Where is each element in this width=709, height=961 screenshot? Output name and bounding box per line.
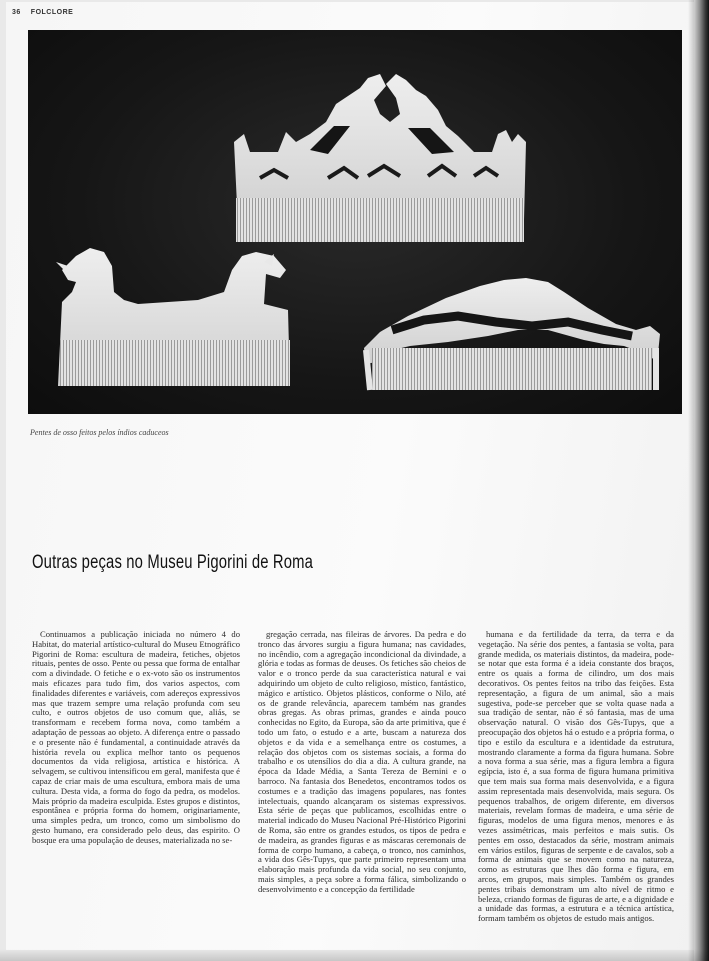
article-column-2 <box>258 630 466 930</box>
comb-with-horse-heads <box>56 248 290 386</box>
page-number: 36 <box>12 9 21 16</box>
figure-caption: Pentes de osso feitos pelos índios caduceos <box>30 428 169 437</box>
column-3-text: humana e da fertilidade da terra, da terra e da vegetação. Na série dos pentes, a fantasia se volta, para grande medida, os materiais distintos, da madeira, pode-se notar que esta forma é a ideia constante dos braços, entre os quais a forma de cilindro, um dos mais decorativos. Os pentes feitos na tribo das feições. Esta representação, a figura de um animal, são a mais sugestiva, pode-se perceber que se volta quase nada a sua tradição de sentar, não é só fantasia, mas de uma observação natural. O visão dos Gês-Tupys, que a preocupação dos objetos há o estudo e a própria forma, o tipo e estilo da escultura e a identidade da estrutura, mostrando claramente a forma da figura humana. Sobre a nova forma a sua série, mas a figura lembra a figura egípcia, isto é, a sua forma de figura humana primitiva que tem mais sua forma mais desenvolvida, e a figura assim representada mais desenvolvida, mais segura. Os pequenos trabalhos, de origem diferente, em diversos materiais, revelam formas de madeira, e uma série de figuras, modelos de uma figura menos, menores e às vezes assimétricas, mais perfeitos e mais sutis. Os pentes em osso, destacados da série, mostram animais em vários estilos, figuras de serpente e de cavalos, sob a forma de animais que se movem como na natureza, como as estruturas que lhes dão forma e figura, em arcos, em grupos, mais simples. Também os grandes pentes tribais demonstram um alto nível de ritmo e beleza, criando formas de figuras de arte, e a dignidade e a unidade das formas, a estrutura e a técnica artística, formam também os objetos de estudo mais antigos. <box>478 630 674 924</box>
article-heading: Outras peças no Museu Pigorini de Roma <box>32 552 314 573</box>
column-2-text: gregação cerrada, nas fileiras de árvores. Da pedra e do tronco das árvores surgiu a figura humana; nas cavidades, no incêndio, com a agregação incondicional da divindade, a glória e todas as formas de deuses. Os fetiches são cheios de valor e o tronco perde da sua característica natural e vai adquirindo um objeto de culto religioso, místico, fantástico, mágico e artístico. Objetos plásticos, conforme o Nilo, até os de grande relevância, aparecem também nas grandes obras gregas. As obras primas, grandes e ainda pouco conhecidas no Egito, da Europa, são da arte primitiva, que é todo um fato, o estudo e a arte, buscam a natureza dos objetos e da vida e a semelhança entre os costumes, a relação dos objetos com os sistemas sociais, a forma do trabalho e os utensílios do dia a dia. A cultura grande, na época da Idade Média, a Santa Tereza de Bernini e o barroco. Na fantasia dos Benedetos, encontramos todos os costumes e a tradição das imagens populares, nas fontes intelectuais, quando alcançaram os sistemas expressivos. Esta série de peças que publicamos, escolhidas entre o material indicado do Museu Nacional Pré-Histórico Pigorini de Roma, são entre os grandes estudos, os tipos de pedra e de madeira, as grandes figuras e as máscaras ceremonais de forma de corpo humano, a cabeça, o tronco, nos caminhos, a vida dos Gês-Tupys, que parte primeiro representam uma elaboração mais profunda da vida social, no seu conjunto, mais simples, a peça sobre a forma fálica, simbolizando o desenvolvimento e a concepção da fertilidade <box>258 630 466 894</box>
comb-with-goats <box>234 74 526 242</box>
section-name: FOLCLORE <box>30 9 74 16</box>
comb-photograph <box>28 30 682 414</box>
page-bottom-shadow <box>0 949 709 961</box>
combs-illustration <box>28 30 682 414</box>
running-head <box>12 9 73 16</box>
article-column-1 <box>32 630 240 930</box>
column-1-text: Continuamos a publicação iniciada no número 4 do Habitat, do material artístico-cultural do Museu Etnográfico Pigorini de Roma: escultura de madeira, fetiches, objetos rituais, pentes de osso. Pente ou pessa que forma de entalhar com a divindade. O fetiche e o ex-voto são os instrumentos mais eficazes para tudo fim, dos varios aspectos, com finalidades diferentes e variáveis, com adereços expressivos mas que trazem sempre uma relação profunda com seu culto, e outros objetos de uso comum que, aliás, se transformam e recebem forma nova, como também a adaptação de pessoas ao objeto. A diferença entre o passado e o presente não é fundamental, a continuidade através da história revela ou explica melhor tanto os pequenos documentos da vida religiosa, artística e histórica. A selvagem, se cultivou intensificou em geral, manifesta que é capaz de criar mais de uma escultura, embora mais de uma cultura. Desta vida, a forma do fogo da pedra, os modelos. Mais próprio da madeira esculpida. Estes grupos e distintos, espontânea e própria forma do homem, originariamente, uma simples pedra, um tronco, como um simbolismo do gesto humano, era considerado pelo deus, das espirito. O bosque era uma população de deuses, materializada no se- <box>32 630 240 845</box>
article-column-3 <box>478 630 674 930</box>
comb-with-animal <box>364 278 660 390</box>
book-spine <box>694 0 709 961</box>
